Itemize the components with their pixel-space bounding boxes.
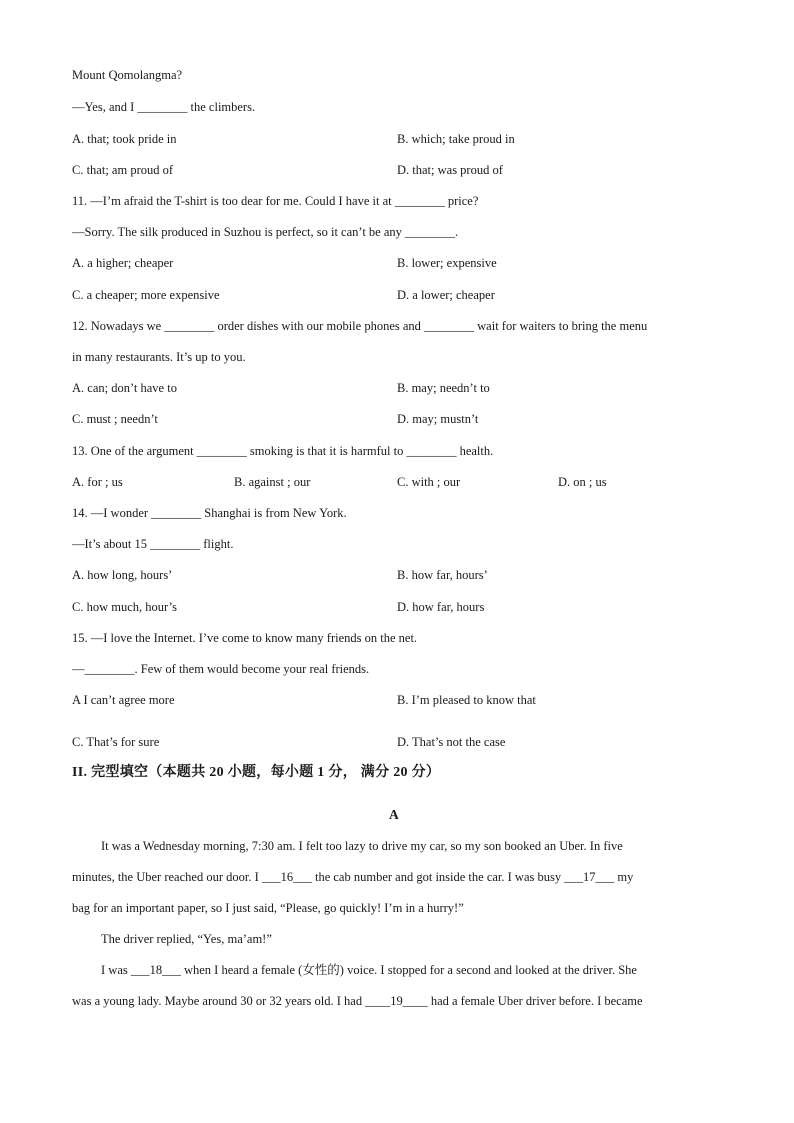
q11-option-d: D. a lower; cheaper bbox=[397, 288, 495, 302]
q15-option-d: D. That’s not the case bbox=[397, 735, 506, 749]
question-14-reply: —It’s about 15 ________ flight. bbox=[72, 537, 234, 551]
question-10-reply: —Yes, and I ________ the climbers. bbox=[72, 100, 256, 114]
q15-option-a: A I can’t agree more bbox=[72, 693, 175, 707]
q14-option-a: A. how long, hours’ bbox=[72, 568, 173, 582]
section-heading: II. 完型填空（本题共 20 小题，每小题 1 分， 满分 20 分） bbox=[72, 765, 441, 780]
q13-option-d: D. on ; us bbox=[558, 475, 607, 489]
q11-option-c: C. a cheaper; more expensive bbox=[72, 288, 220, 302]
q12-option-a: A. can; don’t have to bbox=[72, 381, 177, 395]
passage-line: It was a Wednesday morning, 7:30 am. I felt too lazy to drive my car, so my son booked an Uber. In five bbox=[101, 839, 623, 853]
question-11-stem: 11. —I’m afraid the T-shirt is too dear for me. Could I have it at ________ price? bbox=[72, 194, 479, 208]
q12-option-d: D. may; mustn’t bbox=[397, 412, 479, 426]
q14-option-b: B. how far, hours’ bbox=[397, 568, 488, 582]
question-14-stem: 14. —I wonder ________ Shanghai is from New York. bbox=[72, 506, 347, 520]
q12-option-b: B. may; needn’t to bbox=[397, 381, 490, 395]
q14-option-d: D. how far, hours bbox=[397, 600, 485, 614]
question-11-reply: —Sorry. The silk produced in Suzhou is perfect, so it can’t be any ________. bbox=[72, 225, 459, 239]
question-15-stem: 15. —I love the Internet. I’ve come to know many friends on the net. bbox=[72, 631, 418, 645]
question-13-stem: 13. One of the argument ________ smoking is that it is harmful to ________ health. bbox=[72, 444, 494, 458]
q13-option-a: A. for ; us bbox=[72, 475, 123, 489]
passage-title: A bbox=[389, 807, 399, 822]
q15-option-b: B. I’m pleased to know that bbox=[397, 693, 536, 707]
question-12-stem-continued: in many restaurants. It’s up to you. bbox=[72, 350, 246, 364]
question-10-stem-continued: Mount Qomolangma? bbox=[72, 68, 183, 82]
q10-option-d: D. that; was proud of bbox=[397, 163, 503, 177]
q12-option-c: C. must ; needn’t bbox=[72, 412, 158, 426]
q11-option-b: B. lower; expensive bbox=[397, 256, 497, 270]
q13-option-c: C. with ; our bbox=[397, 475, 461, 489]
q10-option-c: C. that; am proud of bbox=[72, 163, 174, 177]
q13-option-b: B. against ; our bbox=[234, 475, 311, 489]
passage-line: I was ___18___ when I heard a female (女性的) voice. I stopped for a second and looked at the driver. She bbox=[101, 963, 637, 977]
passage-line: bag for an important paper, so I just said, “Please, go quickly! I’m in a hurry!” bbox=[72, 901, 464, 915]
q15-option-c: C. That’s for sure bbox=[72, 735, 160, 749]
passage-line: minutes, the Uber reached our door. I ___16___ the cab number and got inside the car. I was busy ___17___ my bbox=[72, 870, 634, 884]
passage-line: was a young lady. Maybe around 30 or 32 years old. I had ____19____ had a female Uber driver before. I became bbox=[72, 994, 643, 1008]
question-12-stem: 12. Nowadays we ________ order dishes with our mobile phones and ________ wait for waiters to bring the menu bbox=[72, 319, 648, 333]
q10-option-a: A. that; took pride in bbox=[72, 132, 177, 146]
passage-line: The driver replied, “Yes, ma’am!” bbox=[101, 932, 272, 946]
question-15-reply: —________. Few of them would become your real friends. bbox=[72, 662, 370, 676]
q14-option-c: C. how much, hour’s bbox=[72, 600, 177, 614]
q10-option-b: B. which; take proud in bbox=[397, 132, 515, 146]
q11-option-a: A. a higher; cheaper bbox=[72, 256, 174, 270]
